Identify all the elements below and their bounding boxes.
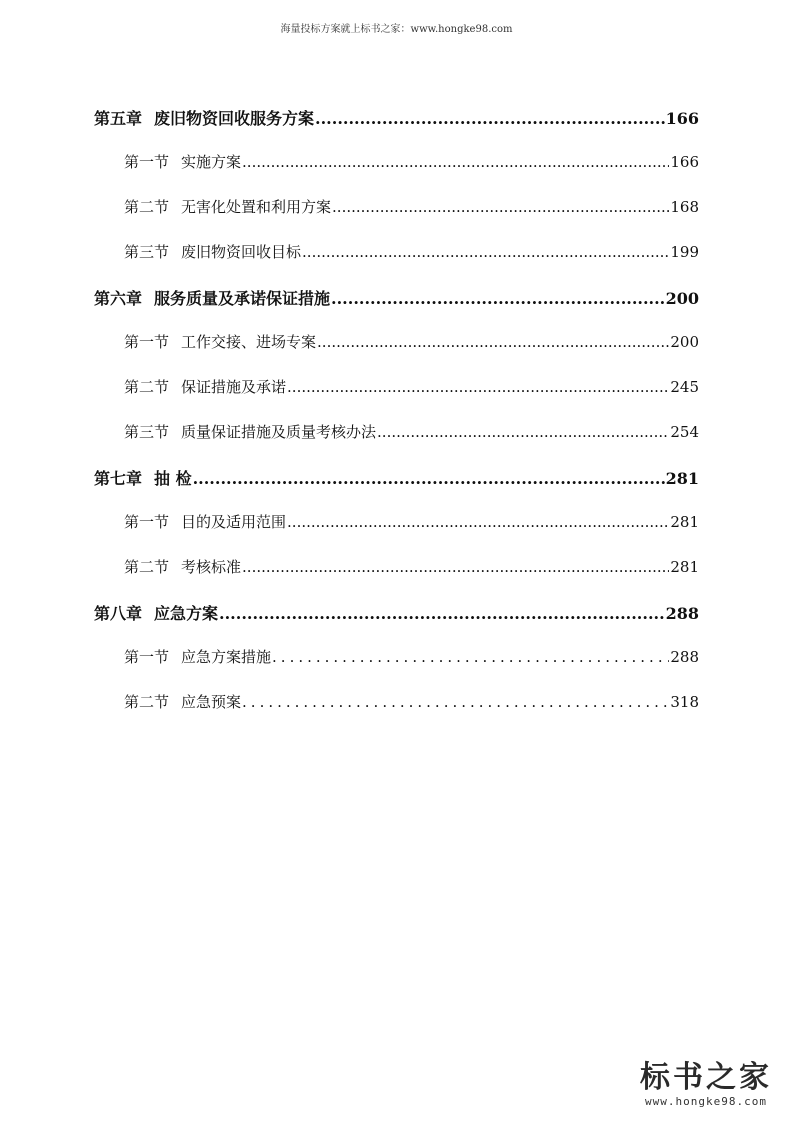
site-watermark-logo: [631, 1061, 781, 1108]
section-number: 第二节: [124, 558, 170, 576]
toc-section-5-3[interactable]: [124, 241, 699, 262]
toc-section-5-2[interactable]: [124, 196, 699, 217]
section-number: 第二节: [124, 198, 170, 216]
dot-leader: [242, 693, 669, 711]
chapter-number: 第七章: [94, 469, 143, 488]
toc-chapter-6[interactable]: [94, 286, 699, 309]
section-number: 第三节: [124, 423, 170, 441]
page-number: 281: [670, 558, 699, 576]
dot-leader: [219, 604, 665, 623]
chapter-title: 抽 检: [154, 469, 192, 488]
toc-section-6-2[interactable]: [124, 376, 699, 397]
page-number: 168: [670, 198, 699, 216]
chapter-title: 应急方案: [154, 604, 219, 623]
toc-section-6-3[interactable]: [124, 421, 699, 442]
chapter-number: 第六章: [94, 289, 143, 308]
section-title: 工作交接、进场专案: [181, 333, 317, 351]
section-title: 质量保证措施及质量考核办法: [181, 423, 377, 441]
section-number: 第一节: [124, 513, 170, 531]
dot-leader: [315, 109, 665, 128]
chapter-number: 第八章: [94, 604, 143, 623]
dot-leader: [242, 558, 669, 576]
toc-chapter-5[interactable]: [94, 106, 699, 129]
section-number: 第二节: [124, 378, 170, 396]
toc-section-7-1[interactable]: [124, 511, 699, 532]
dot-leader: [332, 198, 669, 216]
dot-leader: [193, 469, 665, 488]
toc-section-8-1[interactable]: [124, 646, 699, 667]
toc-section-5-1[interactable]: [124, 151, 699, 172]
page-number: 166: [665, 109, 699, 128]
dot-leader: [317, 333, 669, 351]
section-number: 第一节: [124, 648, 170, 666]
page-number: 200: [670, 333, 699, 351]
page-number: 166: [670, 153, 699, 171]
watermark-title: 标书之家: [640, 1060, 772, 1095]
section-title: 无害化处置和利用方案: [181, 198, 332, 216]
page-number: 281: [670, 513, 699, 531]
toc-section-6-1[interactable]: [124, 331, 699, 352]
toc-section-8-2[interactable]: [124, 691, 699, 712]
page-header: 海量投标方案就上标书之家：www.hongke98.com: [280, 24, 513, 35]
dot-leader: [287, 513, 669, 531]
section-title: 应急预案: [181, 693, 242, 711]
page-number: 199: [670, 243, 699, 261]
section-title: 应急方案措施: [181, 648, 272, 666]
chapter-title: 服务质量及承诺保证措施: [154, 289, 331, 308]
chapter-number: 第五章: [94, 109, 143, 128]
section-title: 实施方案: [181, 153, 242, 171]
section-title: 考核标准: [181, 558, 242, 576]
section-number: 第三节: [124, 243, 170, 261]
toc-chapter-7[interactable]: [94, 466, 699, 489]
watermark-url: www.hongke98.com: [645, 1095, 767, 1108]
dot-leader: [287, 378, 669, 396]
toc-chapter-8[interactable]: [94, 601, 699, 624]
section-number: 第一节: [124, 333, 170, 351]
dot-leader: [302, 243, 669, 261]
dot-leader: [331, 289, 665, 308]
section-number: 第一节: [124, 153, 170, 171]
dot-leader: [272, 648, 669, 666]
dot-leader: [242, 153, 669, 171]
page-number: 200: [665, 289, 699, 308]
page-number: 281: [665, 469, 699, 488]
page-number: 288: [670, 648, 699, 666]
page-number: 318: [670, 693, 699, 711]
page-number: 254: [670, 423, 699, 441]
section-title: 目的及适用范围: [181, 513, 287, 531]
section-title: 废旧物资回收目标: [181, 243, 302, 261]
toc-section-7-2[interactable]: [124, 556, 699, 577]
section-number: 第二节: [124, 693, 170, 711]
page-number: 245: [670, 378, 699, 396]
chapter-title: 废旧物资回收服务方案: [154, 109, 315, 128]
section-title: 保证措施及承诺: [181, 378, 287, 396]
page-number: 288: [665, 604, 699, 623]
dot-leader: [377, 423, 669, 441]
